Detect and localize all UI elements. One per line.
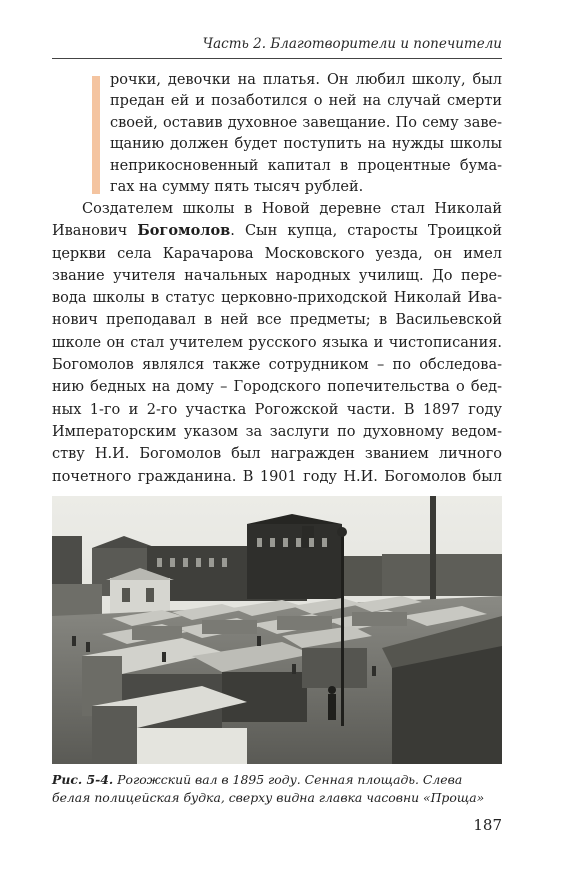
body-line: Богомолов являлся также сотрудником – по обследова- <box>52 357 502 374</box>
figure-caption-text: Рогожский вал в 1895 году. Сенная площадь. Слева белая полицейская будка, сверху видна главка часовни «Проща» <box>52 772 485 805</box>
body-line: церкви села Карачарова Московского уезда, он имел <box>52 245 502 262</box>
quote-line: гах на сумму пять тысяч рублей. <box>110 179 364 196</box>
body-line: почетного гражданина. В 1901 году Н.И. Богомолов был <box>52 468 502 485</box>
quote-line: рочки, девочки на платья. Он любил школу, был <box>110 72 502 88</box>
body-line: вода школы в статус церковно-приходской Николай Ива- <box>52 290 502 307</box>
body-paragraph <box>52 198 502 488</box>
body-line: школе он стал учителем русского языка и чистописания. <box>52 334 502 351</box>
body-line: ных 1-го и 2-го участка Рогожской части. В 1897 году <box>52 401 502 418</box>
name-bold: Богомолов <box>137 222 231 240</box>
quote-line: предан ей и позаботился о ней на случай смерти <box>110 93 502 110</box>
market-photo <box>52 496 502 764</box>
body-line: Создателем школы в Новой деревне стал Николай <box>82 201 502 217</box>
body-line: звание учителя начальных народных училищ. До пере- <box>52 267 502 284</box>
body-line: нович преподавал в ней все предметы; в Васильевской <box>52 312 502 329</box>
body-line: Иванович Богомолов. Сын купца, старосты Троицкой <box>52 222 503 240</box>
quote-block <box>110 70 502 198</box>
header-rule <box>52 58 502 59</box>
running-head: Часть 2. Благотворители и попечители <box>202 36 502 52</box>
figure-caption <box>52 771 502 807</box>
body-line: Императорским указом за заслуги по духовному ведом- <box>52 423 502 440</box>
quote-accent-bar <box>92 76 100 194</box>
body-line: нию бедных на дому – Городского попечительства о бед- <box>52 379 502 396</box>
quote-line: своей, оставив духовное завещание. По сему заве- <box>110 114 502 131</box>
page-number: 187 <box>473 816 502 834</box>
quote-line: щанию должен будет поступить на нужды школы <box>110 136 502 153</box>
quote-line: неприкосновенный капитал в процентные бума- <box>110 157 502 174</box>
figure-label: Рис. 5-4. <box>52 772 114 787</box>
body-line: ству Н.И. Богомолов был награжден званием личного <box>52 446 502 463</box>
